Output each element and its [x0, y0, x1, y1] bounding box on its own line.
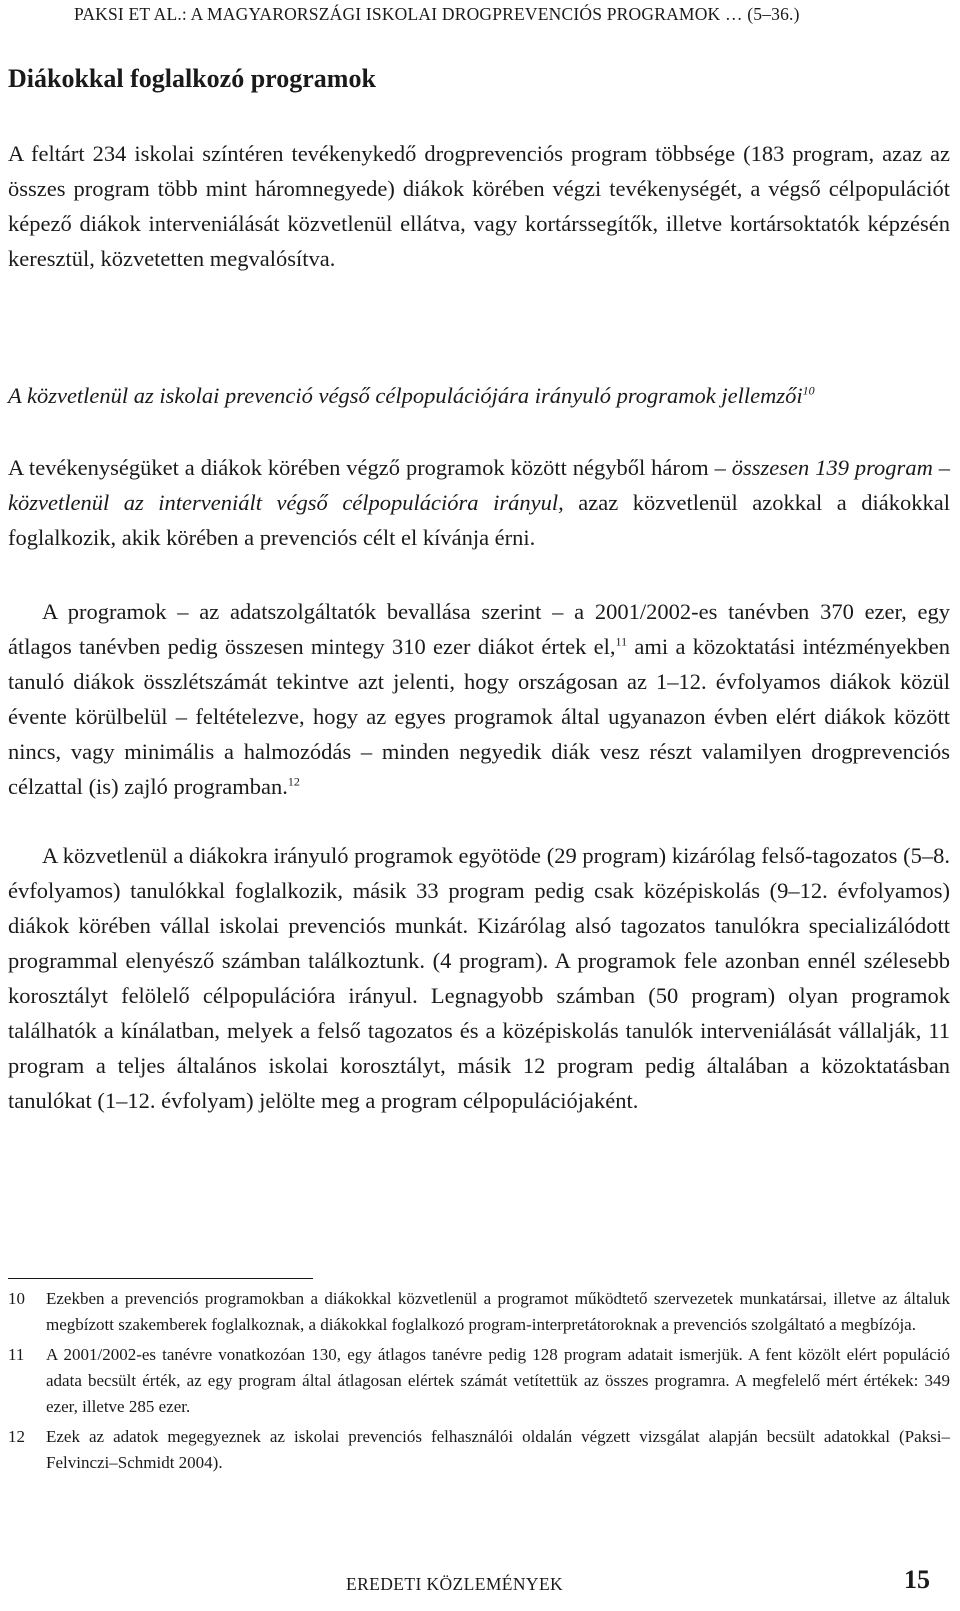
paragraph-emphasis: – összesen 139 program – közvetlenül az interveniált végső célpopulációra irányul, — [8, 455, 950, 515]
footer-section-label: EREDETI KÖZLEMÉNYEK — [346, 1574, 564, 1594]
paragraph-target-population — [8, 450, 950, 555]
paragraph-reach — [8, 594, 950, 804]
paragraph-age-groups: A közvetlenül a diákokra irányuló programok egyötöde (29 program) kizárólag felső-tagozatos (5–8. évfolyamos) tanulókkal foglalkozik, másik 33 program pedig csak középiskolás (9–12. évfolyamos) diákok körében vállal iskolai prevenciós munkát. Kizárólag alsó tagozatos tanulókra specializálódott programmal elenyésző számban találkoztunk. (4 program). A programok fele azonban ennél szélesebb korosztályt felölelő célpopulációra irányul. Legnagyobb számban (50 program) olyan programok találhatók a kínálatban, melyek a felső tagozatos és a középiskolás tanulók interveniálását vállalják, 11 program a teljes általános iskolai korosztályt, másik 12 program pedig általában a közoktatásban tanulókat (1–12. évfolyam) jelölte meg a program célpopulációjaként. — [8, 843, 950, 1113]
paragraph-part2: ami a közoktatási intézményekben tanuló diákok összlétszámát tekintve azt jelenti, hogy országosan az 1–12. évfolyamos diákok közül évente körülbelül – feltételezve, hogy az egyes programok által ugyanazon évben elért diákok között nincs, vagy minimális a halmozódás – minden negyedik diák vesz részt valamilyen drogprevenciós célzattal (is) zajló programban. — [8, 634, 950, 799]
footnotes — [8, 1286, 950, 1480]
footnote-12 — [8, 1424, 950, 1476]
footnote-10 — [8, 1286, 950, 1338]
footnote-11 — [8, 1342, 950, 1420]
footnote-divider — [8, 1278, 313, 1279]
footnote-text: Ezekben a prevenciós programokban a diákokkal közvetlenül a programot működtető szervezetek munkatársai, illetve az általuk megbízott szakemberek foglalkoznak, a diákokkal foglalkozó program-interpretátoroknak a prevenciós szolgáltató a megbízója. — [46, 1289, 950, 1334]
paragraph-rest: azaz közvetlenül azokkal a diákokkal foglalkozik, akik körében a prevenciós célt el kívánja érni. — [8, 490, 950, 550]
paragraph-intro: A feltárt 234 iskolai színtéren tevékenykedő drogprevenciós program többsége (183 program, azaz az összes program több mint háromnegyede) diákok körében végzi tevékenységét, a végső célpopulációt képező diákok interveniálását közvetlenül ellátva, vagy kortárssegítők, illetve kortársoktatók képzésén keresztül, közvetetten megvalósítva. — [8, 141, 950, 271]
footnote-number: 11 — [8, 1345, 25, 1364]
footnote-ref-11[interactable]: 11 — [615, 634, 628, 649]
paragraph-part1: A programok – az adatszolgáltatók bevallása szerint – a 2001/2002-es tanévben 370 ezer, egy átlagos tanévben pedig összesen mintegy 310 ezer diákot értek el, — [8, 599, 950, 659]
footnote-text: A 2001/2002-es tanévre vonatkozóan 130, egy átlagos tanévre pedig 128 program adatait ismerjük. A fent közölt elért populáció adata becsült érték, az egy program által átlagosan elértek számát vetítettük az összes programra. A megfelelő mért értékek: 349 ezer, illetve 285 ezer. — [46, 1345, 950, 1416]
footnote-number: 12 — [8, 1427, 25, 1446]
footnote-number: 10 — [8, 1289, 25, 1308]
subheading — [8, 383, 815, 409]
footnote-text: Ezek az adatok megegyeznek az iskolai prevenciós felhasználói oldalán végzett vizsgálat alapján becsült adatokkal (Paksi–Felvinczi–Schmidt 2004). — [46, 1427, 950, 1472]
footnote-ref-10[interactable]: 10 — [802, 383, 815, 398]
running-header: PAKSI ET AL.: A MAGYARORSZÁGI ISKOLAI DROGPREVENCIÓS PROGRAMOK … (5–36.) — [74, 4, 800, 24]
subheading-text: A közvetlenül az iskolai prevenció végső célpopulációjára irányuló programok jellemzői — [8, 383, 803, 408]
paragraph-lead: A tevékenységüket a diákok körében végző programok között négyből három — [8, 455, 709, 480]
footnote-ref-12[interactable]: 12 — [287, 774, 300, 789]
section-title: Diákokkal foglalkozó programok — [8, 64, 376, 93]
page-number: 15 — [904, 1565, 930, 1594]
